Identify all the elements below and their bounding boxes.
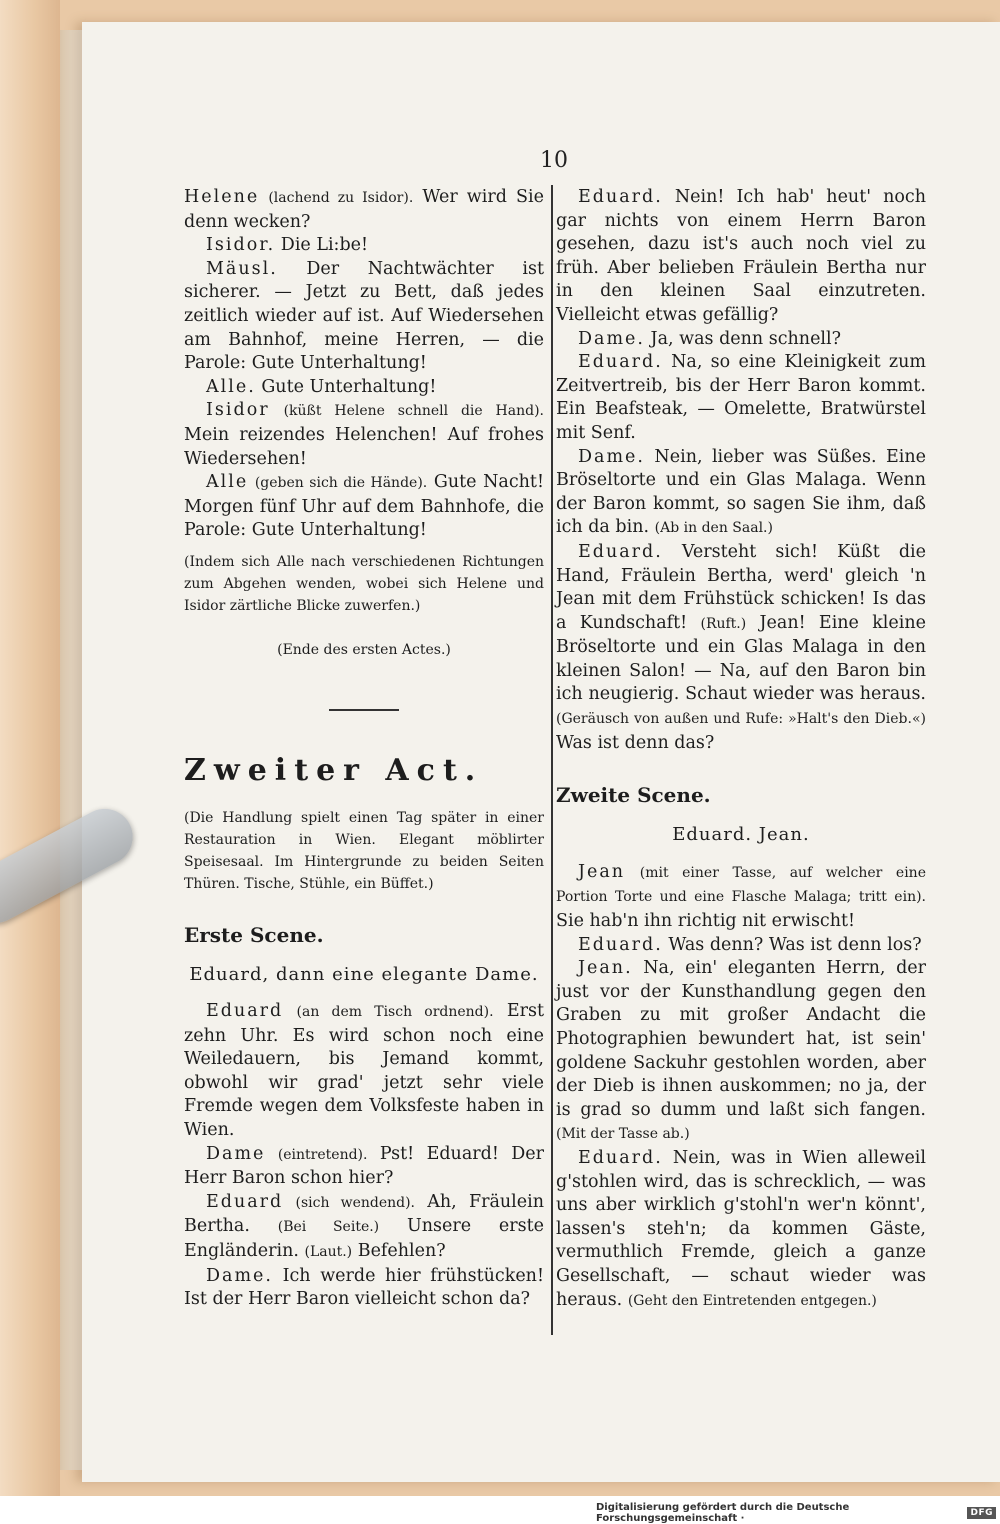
speech-paragraph: Eduard. Versteht sich! Küßt die Hand, Fräulein Bertha, werd' gleich 'n Jean mit dem Frühstück schicken! Is das a Kundschaft! (Ruft.) Jean! Eine kleine Bröseltorte und ein Glas Malaga in den kleinen Salon! — Na, auf den Baron bin ich neugierig. Schaut wieder was heraus. (Geräusch von außen und Rufe: »Halt's den Dieb.«) Was ist denn das?	[556, 541, 926, 753]
speech-paragraph: Eduard. Nein! Ich hab' heut' noch gar nichts von einem Herrn Baron gesehen, dazu ist's auch noch viel zu früh. Aber belieben Fräulein Bertha nur in den kleinen Saal einzutreten. Vielleicht etwas gefällig?	[556, 187, 926, 325]
stage-direction: (Die Handlung spielt einen Tag später in einer Restauration in Wien. Elegant möblirter Speisesaal. Im Hintergrunde zu beiden Seiten Thüren. Tische, Stühle, ein Büffet.)	[184, 809, 544, 892]
speech-paragraph: Dame (eintretend). Pst! Eduard! Der Herr Baron schon hier?	[184, 1143, 544, 1189]
scene-title: Erste Scene.	[184, 922, 324, 947]
footer-credit: Digitalisierung gefördert durch die Deutsche Forschungsgemeinschaft ·	[596, 1502, 850, 1524]
speech-paragraph: Eduard (sich wendend). Ah, Fräulein Bertha. (Bei Seite.) Unsere erste Engländerin. (Laut.) Befehlen?	[184, 1191, 544, 1262]
speech-paragraph: Dame. Ich werde hier frühstücken! Ist der Herr Baron vielleicht schon da?	[184, 1265, 544, 1310]
right-column	[556, 186, 926, 1313]
act-title: Zweiter Act.	[184, 752, 484, 788]
speech-paragraph: Helene (lachend zu Isidor). Wer wird Sie denn wecken?	[184, 187, 544, 232]
end-of-act-note: (Ende des ersten Actes.)	[277, 641, 451, 658]
speech-paragraph: Jean (mit einer Tasse, auf welcher eine Portion Torte und eine Flasche Malaga; tritt ein). Sie hab'n ihn richtig nit erwischt!	[556, 861, 926, 932]
speech-paragraph: Eduard (an dem Tisch ordnend). Erst zehn Uhr. Es wird schon noch eine Weiledauern, bis Jemand kommt, obwohl wir grad' jetzt sehr viele Fremde wegen dem Volksfeste haben in Wien.	[184, 1001, 544, 1141]
left-column	[184, 186, 544, 1312]
digitization-footer	[596, 1504, 996, 1522]
stage-direction: (Indem sich Alle nach verschiedenen Richtungen zum Abgehen wenden, wobei sich Helene und Isidor zärtliche Blicke zuwerfen.)	[184, 553, 544, 614]
page-edge	[60, 30, 84, 1470]
board-edge	[0, 0, 60, 1496]
speech-paragraph: Eduard. Was denn? Was ist denn los?	[578, 934, 922, 955]
scene-persons: Eduard. Jean.	[672, 824, 810, 846]
column-divider	[551, 185, 553, 1335]
speech-paragraph: Mäusl. Der Nachtwächter ist sicherer. — Jetzt zu Bett, daß jedes zeitlich wieder auf ist. Auf Wiedersehen am Bahnhof, meine Herren, — die Parole: Gute Unterhaltung!	[184, 258, 544, 374]
speech-paragraph: Eduard. Na, so eine Kleinigkeit zum Zeitvertreib, bis der Herr Baron kommt. Ein Beafsteak, — Omelette, Bratwürstel mit Senf.	[556, 352, 926, 443]
speech-paragraph: Eduard. Nein, was in Wien alleweil g'stohlen wird, das is schrecklich, — was uns aber wirklich g'stohl'n wer'n könnt', lassen's steh'n; da kommen Gäste, vermuthlich Fremde, gleich a ganze Gesellschaft, — schaut wieder was heraus. (Geht den Eintretenden entgegen.)	[556, 1147, 926, 1310]
speech-paragraph: Alle (geben sich die Hände). Gute Nacht! Morgen fünf Uhr auf dem Bahnhofe, die Parole: Gute Unterhaltung!	[184, 472, 544, 541]
speech-paragraph: Dame. Nein, lieber was Süßes. Eine Bröseltorte und ein Glas Malaga. Wenn der Baron kommt, so sagen Sie ihm, daß ich da bin. (Ab in den Saal.)	[556, 446, 926, 538]
speech-paragraph: Isidor. Die Li:be!	[206, 235, 369, 256]
scene-title: Zweite Scene.	[556, 783, 711, 808]
page-number: 10	[540, 148, 568, 173]
speech-paragraph: Alle. Gute Unterhaltung!	[206, 376, 437, 397]
speech-paragraph: Jean. Na, ein' eleganten Herrn, der just vor der Kunsthandlung gegen den Graben zu mit großer Andacht die Photographien bewundert hat, ist sein' goldene Sackuhr gestohlen worden, aber der Dieb is ihnen auskommen; no ja, der is grad so dumm und laßt sich fangen. (Mit der Tasse ab.)	[556, 958, 926, 1143]
section-rule	[329, 709, 399, 711]
speech-paragraph: Dame. Ja, was denn schnell?	[578, 328, 841, 349]
dfg-logo: DFG	[967, 1507, 996, 1519]
speech-paragraph: Isidor (küßt Helene schnell die Hand). Mein reizendes Helenchen! Auf frohes Wiedersehen!	[184, 400, 544, 469]
scene-persons: Eduard, dann eine elegante Dame.	[189, 963, 539, 985]
